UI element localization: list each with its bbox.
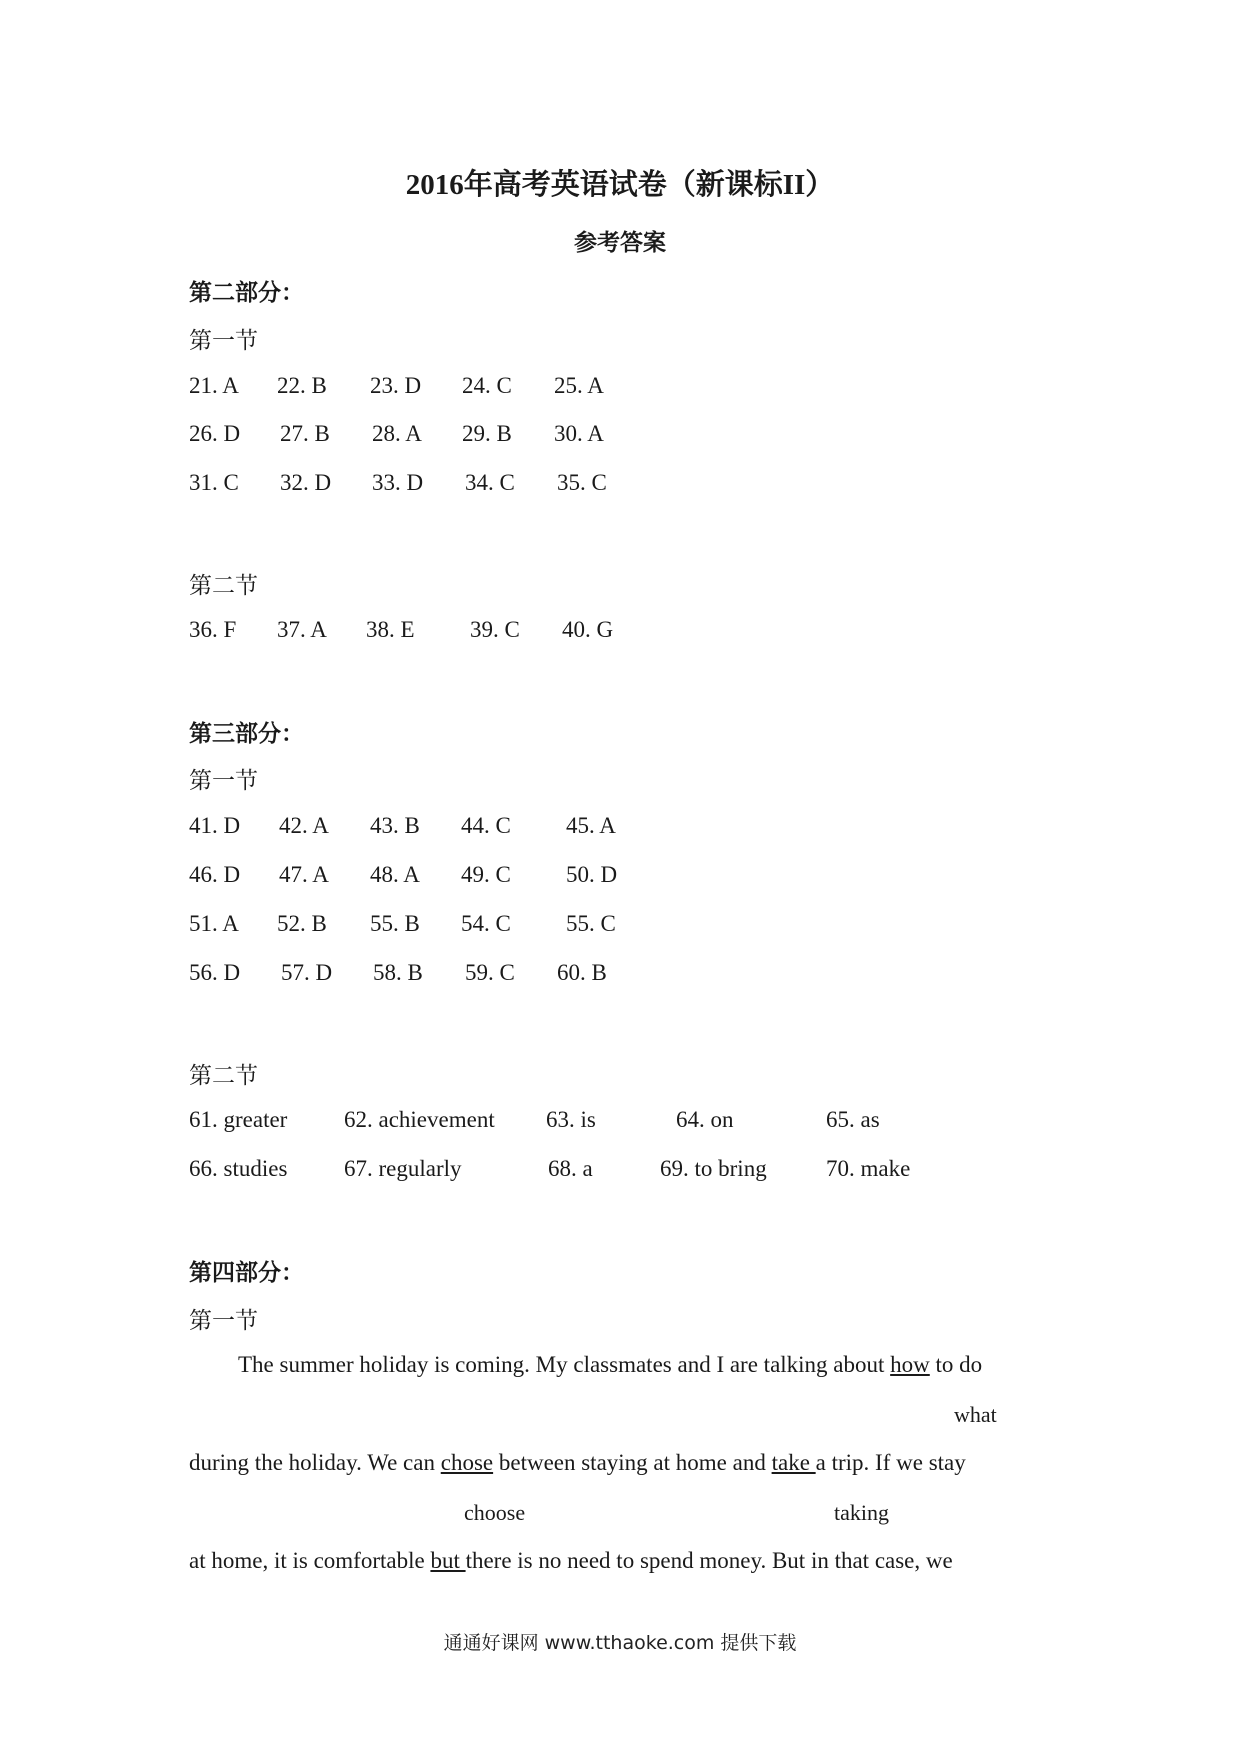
answer-item: 32. D — [280, 470, 332, 495]
answer-item: 37. A — [277, 617, 327, 642]
answer-item: 38. E — [366, 617, 415, 642]
essay-line-3 — [189, 1548, 953, 1574]
page-subtitle: 参考答案 — [574, 230, 666, 255]
page-title: 2016年高考英语试卷（新课标II） — [405, 169, 835, 201]
answer-item: 26. D — [189, 421, 241, 446]
answer-item: 46. D — [189, 862, 241, 887]
text-span: between staying at home and — [493, 1450, 772, 1475]
text-span: to do — [929, 1352, 983, 1377]
answer-item: 47. A — [279, 862, 329, 887]
answer-item: 24. C — [462, 373, 512, 398]
text-span: a trip. If we stay — [815, 1450, 966, 1475]
answer-item: 23. D — [370, 373, 422, 398]
correction-word: choose — [464, 1500, 526, 1525]
part2-sec1-heading: 第一节 — [189, 328, 258, 353]
answer-item: 28. A — [372, 421, 422, 446]
answer-item: 52. B — [277, 911, 327, 936]
answer-item: 55. C — [566, 911, 616, 936]
answer-item: 69. to bring — [660, 1156, 767, 1181]
correction-word: taking — [834, 1500, 889, 1525]
text-span: during the holiday. We can — [189, 1450, 441, 1475]
answer-item: 39. C — [470, 617, 520, 642]
answer-item: 48. A — [370, 862, 420, 887]
answer-item: 57. D — [281, 960, 333, 985]
answer-item: 40. G — [562, 617, 614, 642]
answer-item: 21. A — [189, 373, 239, 398]
answer-item: 29. B — [462, 421, 512, 446]
answer-item: 43. B — [370, 813, 420, 838]
answer-item: 63. is — [546, 1107, 596, 1132]
answer-item: 33. D — [372, 470, 424, 495]
text-span: there is no need to spend money. But in that case, we — [465, 1548, 953, 1573]
part3-sec2-heading: 第二节 — [189, 1063, 258, 1088]
answer-item: 45. A — [566, 813, 616, 838]
answer-item: 35. C — [557, 470, 607, 495]
part4-sec1-heading: 第一节 — [189, 1308, 258, 1333]
answer-item: 51. A — [189, 911, 239, 936]
part3-heading: 第三部分： — [189, 721, 304, 746]
answer-item: 70. make — [826, 1156, 911, 1181]
footer-download-note: 通通好课网 www.tthaoke.com 提供下载 — [443, 1632, 797, 1654]
essay-line-1 — [238, 1352, 982, 1378]
answer-item: 30. A — [554, 421, 604, 446]
error-word: how — [890, 1352, 930, 1377]
answer-item: 56. D — [189, 960, 241, 985]
answer-item: 36. F — [189, 617, 237, 642]
answer-item: 68. a — [548, 1156, 593, 1181]
answer-item: 41. D — [189, 813, 241, 838]
answer-item: 22. B — [277, 373, 327, 398]
part2-sec2-heading: 第二节 — [189, 573, 258, 598]
answer-item: 61. greater — [189, 1107, 288, 1132]
correction-word: what — [954, 1402, 997, 1427]
error-word: take — [771, 1450, 816, 1475]
part3-sec1-heading: 第一节 — [189, 768, 258, 793]
essay-line-2 — [189, 1450, 966, 1476]
answer-item: 60. B — [557, 960, 607, 985]
answer-item: 25. A — [554, 373, 604, 398]
answer-item: 58. B — [373, 960, 423, 985]
answer-item: 67. regularly — [344, 1156, 462, 1181]
answer-item: 50. D — [566, 862, 618, 887]
answer-item: 64. on — [676, 1107, 734, 1132]
answer-item: 27. B — [280, 421, 330, 446]
answer-item: 49. C — [461, 862, 511, 887]
error-word: but — [430, 1548, 466, 1573]
text-span: The summer holiday is coming. My classmates and I are talking about — [238, 1352, 891, 1377]
answer-item: 62. achievement — [344, 1107, 495, 1132]
answer-item: 54. C — [461, 911, 511, 936]
answer-item: 31. C — [189, 470, 239, 495]
answer-item: 59. C — [465, 960, 515, 985]
answer-item: 34. C — [465, 470, 515, 495]
answer-item: 42. A — [279, 813, 329, 838]
text-span: at home, it is comfortable — [189, 1548, 431, 1573]
part2-heading: 第二部分： — [189, 280, 304, 305]
answer-item: 65. as — [826, 1107, 880, 1132]
answer-item: 44. C — [461, 813, 511, 838]
answer-item: 66. studies — [189, 1156, 288, 1181]
part4-heading: 第四部分： — [189, 1260, 304, 1285]
error-word: chose — [440, 1450, 494, 1475]
answer-item: 55. B — [370, 911, 420, 936]
